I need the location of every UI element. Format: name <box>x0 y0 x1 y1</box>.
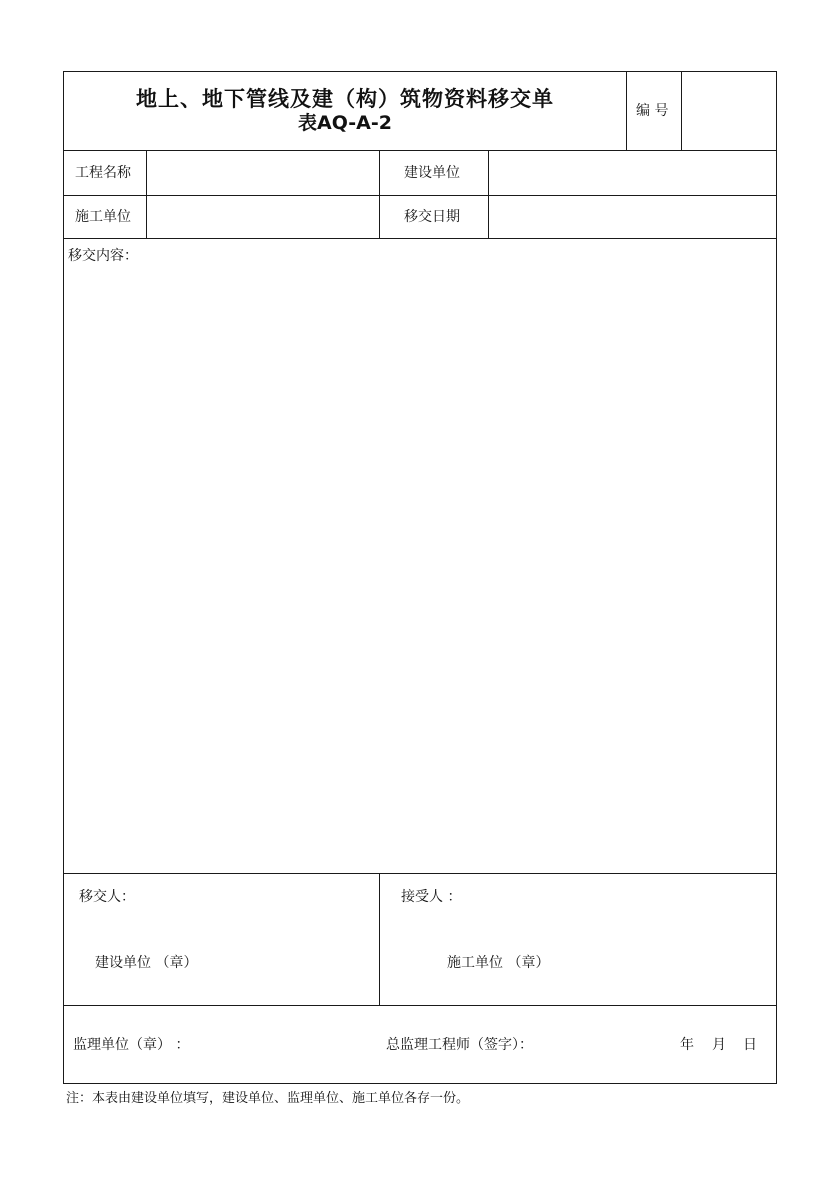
border-left <box>63 71 64 1084</box>
number-field[interactable] <box>683 73 775 149</box>
handover-date-field[interactable] <box>490 197 775 237</box>
project-name-label: 工程名称 <box>75 165 131 181</box>
handover-date-label: 移交日期 <box>404 209 460 225</box>
divider-label-col-1 <box>146 150 147 239</box>
chief-engineer-label: 总监理工程师（签字）： <box>386 1037 533 1053</box>
construction-seal-label: 施工单位 （章） <box>447 955 550 971</box>
divider-row-1 <box>64 195 777 196</box>
builder-unit-field[interactable] <box>490 152 775 194</box>
date-year-label: 年 <box>680 1037 694 1053</box>
divider-label-col-3 <box>488 150 489 239</box>
number-label: 编 号 <box>636 103 669 119</box>
construction-unit-field[interactable] <box>148 197 378 237</box>
content-label: 移交内容： <box>68 248 138 264</box>
construction-unit-label: 施工单位 <box>75 209 131 225</box>
project-name-field[interactable] <box>148 152 378 194</box>
divider-above-supervision <box>64 1005 777 1006</box>
form-title: 地上、地下管线及建（构）筑物资料移交单 <box>136 87 554 111</box>
border-right <box>776 71 777 1084</box>
supervision-seal-label: 监理单位（章） ： <box>73 1037 190 1053</box>
divider-row-2 <box>64 238 777 239</box>
builder-seal-label: 建设单位 （章） <box>95 955 198 971</box>
divider-signatures <box>379 873 380 1006</box>
form-code: 表AQ-A-2 <box>298 112 392 134</box>
divider-above-signatures <box>64 873 777 874</box>
divider-number-value <box>681 71 682 151</box>
border-bottom <box>64 1083 777 1084</box>
divider-below-title <box>64 150 777 151</box>
date-day-label: 日 <box>743 1037 757 1053</box>
handover-person-label: 移交人： <box>79 889 135 905</box>
divider-label-col-2 <box>379 150 380 239</box>
footnote: 注：本表由建设单位填写，建设单位、监理单位、施工单位各存一份。 <box>66 1091 470 1106</box>
receiver-label: 接受人 ： <box>401 889 462 905</box>
content-textarea[interactable] <box>66 268 774 870</box>
date-month-label: 月 <box>712 1037 726 1053</box>
builder-unit-label: 建设单位 <box>404 165 460 181</box>
border-top <box>64 71 777 72</box>
divider-title-number <box>626 71 627 151</box>
